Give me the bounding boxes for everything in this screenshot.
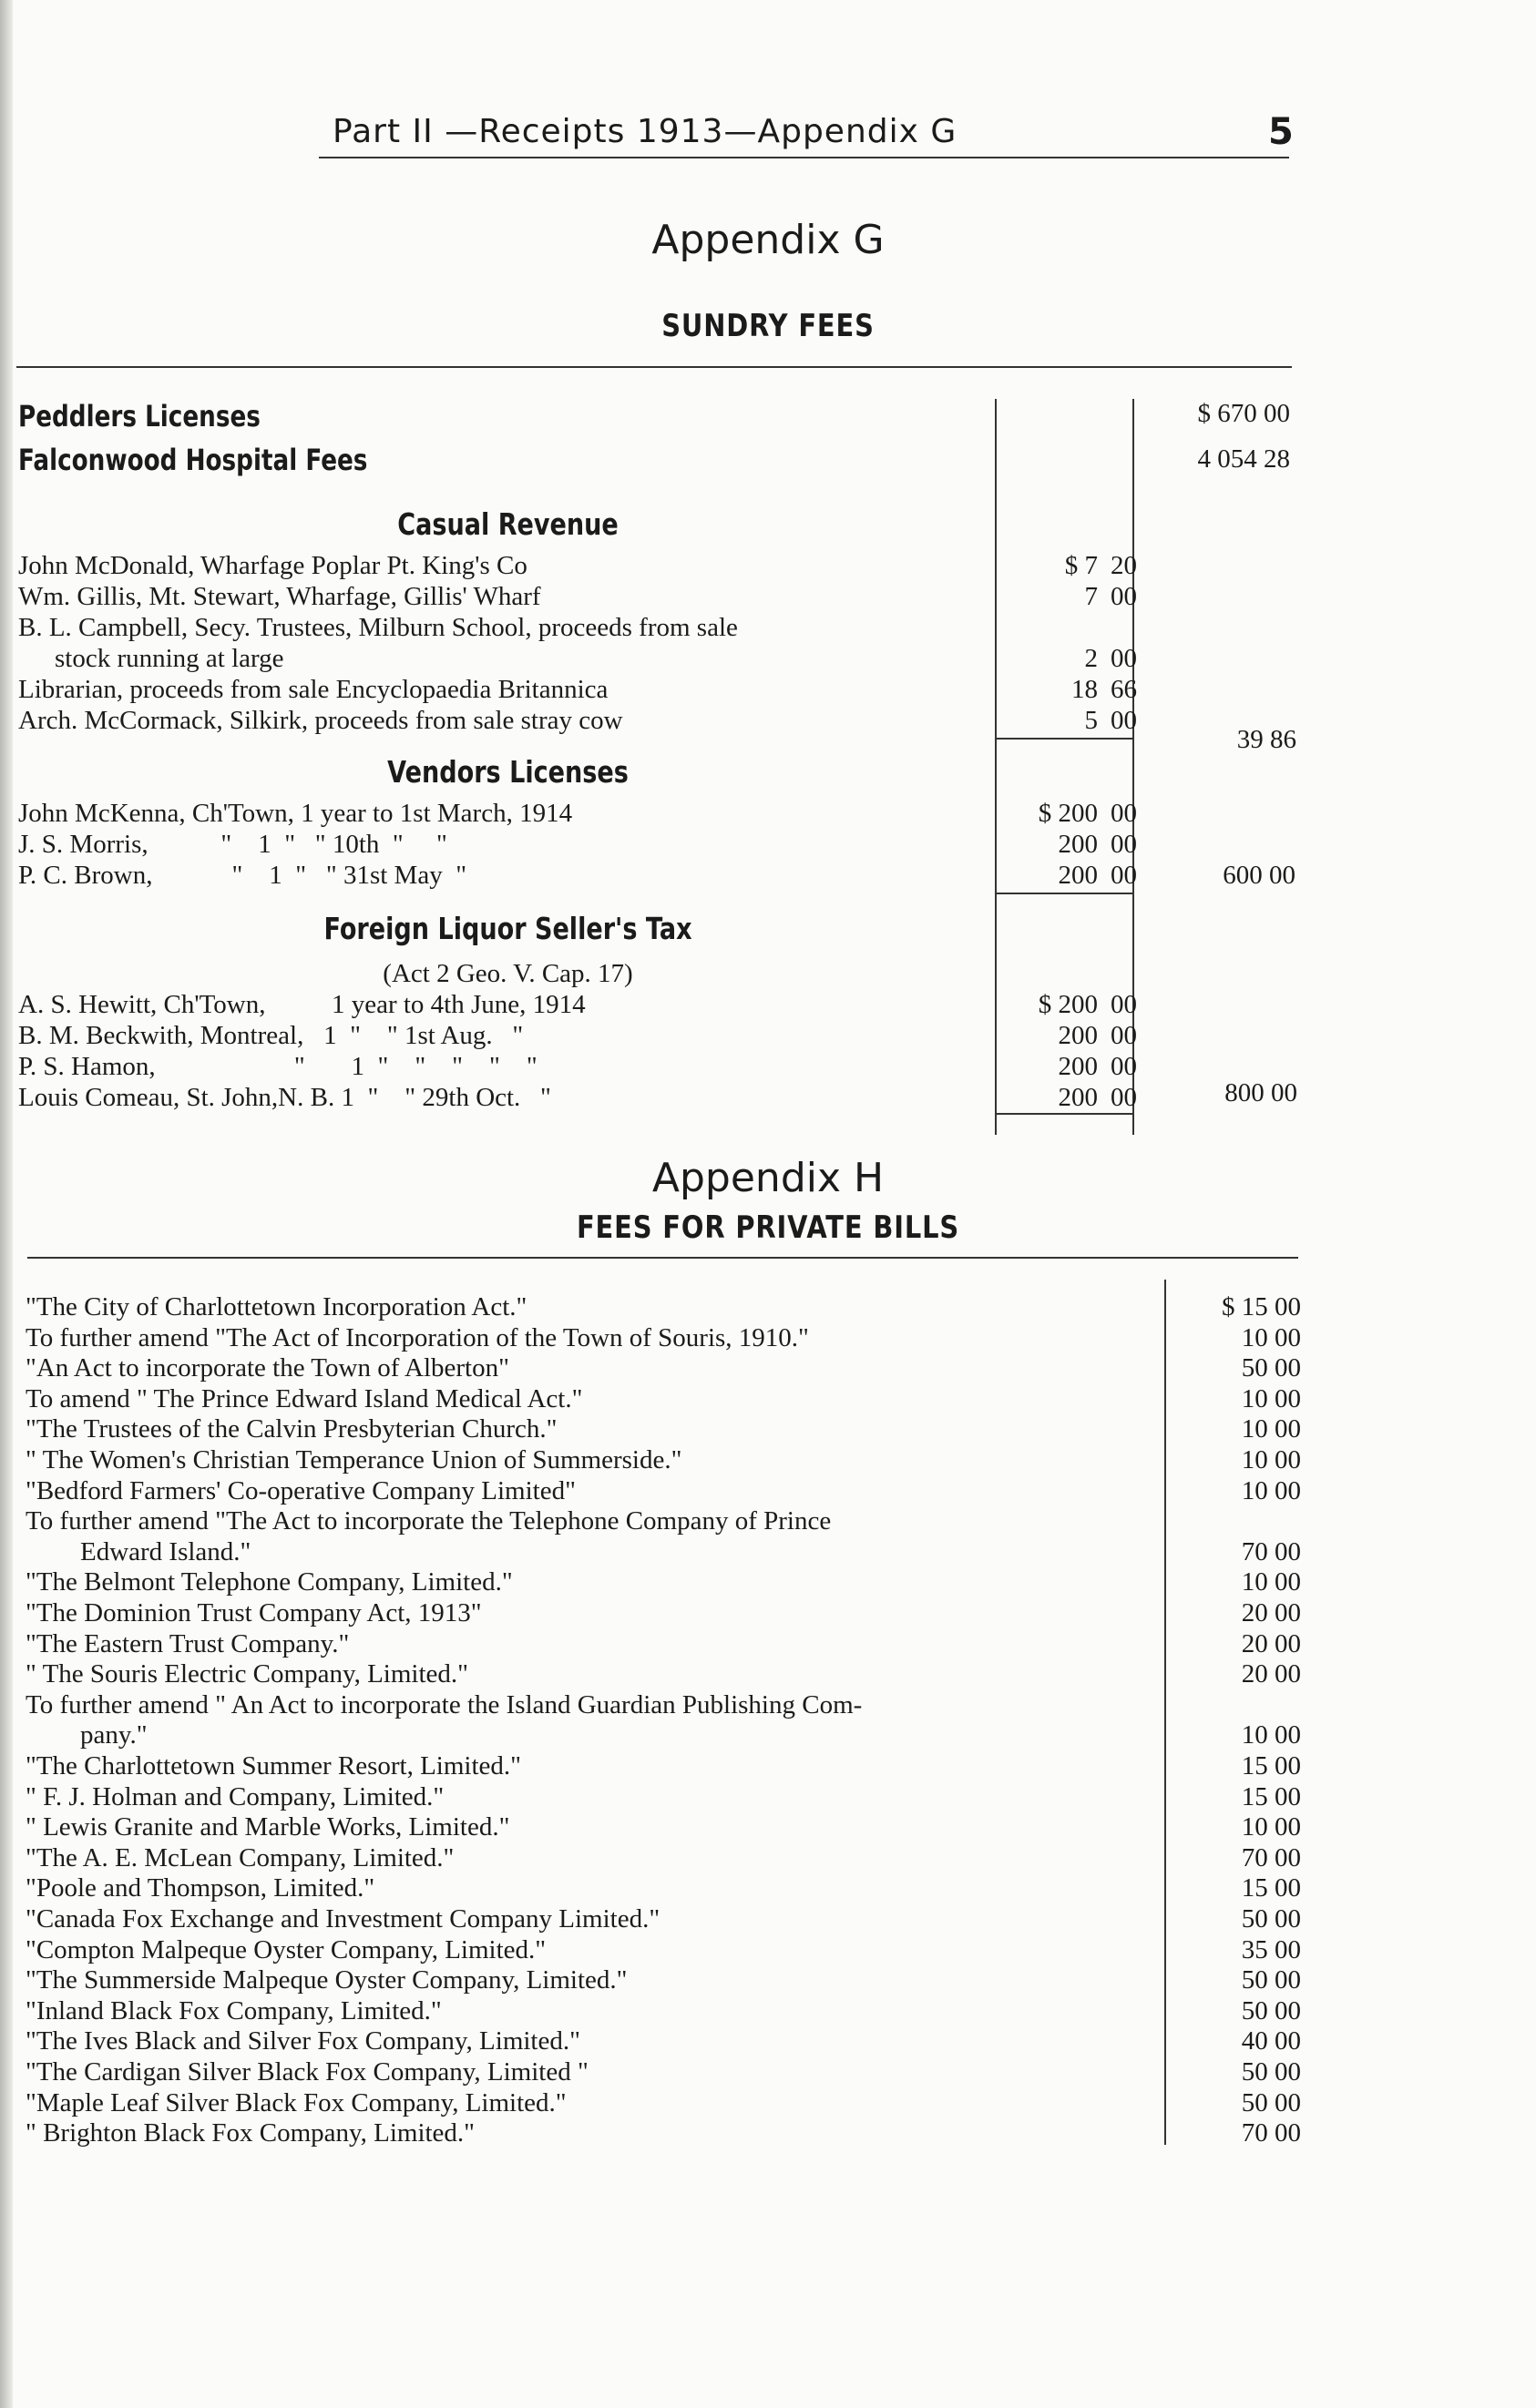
ledger-description: John McDonald, Wharfage Poplar Pt. King's Co	[18, 551, 527, 580]
bill-row	[26, 1352, 1301, 1383]
bill-description: "The Charlottetown Summer Resort, Limited."	[26, 1751, 521, 1780]
bill-amount: 15 00	[1241, 1873, 1301, 1903]
bill-row	[26, 1934, 1301, 1965]
bill-amount: 50 00	[1241, 2057, 1301, 2087]
vendors-subtotal-rule	[995, 893, 1133, 894]
bill-row	[26, 1505, 1301, 1536]
bill-amount: 15 00	[1241, 1781, 1301, 1811]
bill-amount: 50 00	[1241, 1353, 1301, 1383]
ledger-dollars: $ 200	[1038, 799, 1098, 828]
bill-description: "Maple Leaf Silver Black Fox Company, Limited."	[26, 2087, 567, 2117]
bill-description: "The Summerside Malpeque Oyster Company, Limited."	[26, 1965, 628, 1995]
ledger-dollars: $ 7	[1064, 551, 1098, 580]
ledger-cents: 00	[1111, 706, 1137, 735]
page-edge	[0, 0, 13, 2408]
ledger-description: J. S. Morris, " 1 " " 10th " "	[18, 830, 447, 859]
bill-row	[26, 1995, 1301, 2026]
bill-row	[26, 1475, 1301, 1506]
liquor-subtotal-rule	[995, 1113, 1133, 1115]
ledger-description: A. S. Hewitt, Ch'Town, 1 year to 4th June, 1914	[18, 990, 586, 1019]
bill-description: " F. J. Holman and Company, Limited."	[26, 1781, 445, 1811]
liquor-tax-total: 800 00	[1224, 1078, 1297, 1107]
bill-row	[26, 1658, 1301, 1689]
ledger-description: John McKenna, Ch'Town, 1 year to 1st March, 1914	[18, 799, 573, 828]
header-rule	[319, 157, 1289, 158]
peddlers-label: Peddlers Licenses	[18, 399, 261, 434]
ledger-dollars: 5	[1084, 706, 1098, 735]
bill-description: " Brighton Black Fox Company, Limited."	[26, 2118, 476, 2148]
ledger-cents: 00	[1111, 799, 1137, 828]
ledger-dollars: 18	[1071, 675, 1098, 704]
bill-amount: 35 00	[1241, 1934, 1301, 1964]
ledger-description: P. C. Brown, " 1 " " 31st May "	[18, 861, 467, 890]
bill-amount: 10 00	[1241, 1812, 1301, 1842]
ledger-description: stock running at large	[55, 644, 284, 673]
bill-row	[26, 1413, 1301, 1444]
ledger-dollars: 200	[1058, 861, 1098, 890]
liquor-tax-act: (Act 2 Geo. V. Cap. 17)	[383, 959, 633, 988]
ledger-cents: 00	[1111, 1052, 1137, 1081]
appendix-g-title: Appendix G	[651, 217, 885, 263]
falconwood-total: 4 054 28	[1197, 444, 1290, 474]
ledger-dollars: $ 200	[1038, 990, 1098, 1019]
private-bills-title: FEES FOR PRIVATE BILLS	[576, 1209, 960, 1246]
bill-amount: 20 00	[1241, 1628, 1301, 1658]
bill-description: " Lewis Granite and Marble Works, Limited."	[26, 1812, 510, 1842]
page-number: 5	[1268, 111, 1294, 153]
casual-revenue-heading: Casual Revenue	[397, 506, 619, 542]
bill-row	[26, 1536, 1301, 1567]
bill-description: "The Belmont Telephone Company, Limited."	[26, 1567, 513, 1597]
bill-description: "Compton Malpeque Oyster Company, Limited."	[26, 1934, 547, 1964]
bill-description: "The Dominion Trust Company Act, 1913"	[26, 1598, 482, 1627]
bill-row	[26, 1872, 1301, 1903]
ledger-dollars: 200	[1058, 830, 1098, 859]
bill-description: "The Eastern Trust Company."	[26, 1628, 350, 1658]
ledger-row	[18, 581, 1139, 612]
ledger-row	[18, 1020, 1139, 1051]
bill-description: "Inland Black Fox Company, Limited."	[26, 1995, 442, 2025]
bill-description: "Bedford Farmers' Co-operative Company Limited"	[26, 1475, 576, 1505]
bill-amount: 10 00	[1241, 1475, 1301, 1505]
peddlers-total: $ 670 00	[1197, 399, 1290, 428]
bill-row	[26, 1566, 1301, 1597]
ledger-dollars: 7	[1084, 582, 1098, 611]
ledger-row	[18, 860, 1139, 891]
ledger-row	[18, 674, 1139, 705]
ledger-description: P. S. Hamon, " 1 " " " " "	[18, 1052, 538, 1081]
bill-row	[26, 1903, 1301, 1934]
sundry-fees-title: SUNDRY FEES	[661, 308, 875, 344]
bill-description: "The A. E. McLean Company, Limited."	[26, 1842, 455, 1872]
running-header: Part II —Receipts 1913—Appendix G	[333, 113, 957, 150]
bill-row	[26, 1842, 1301, 1873]
casual-subtotal-rule	[995, 738, 1133, 740]
ledger-cents: 20	[1111, 551, 1137, 580]
bill-description: To amend " The Prince Edward Island Medical Act."	[26, 1383, 583, 1413]
bill-row	[26, 1750, 1301, 1781]
bill-row	[26, 1811, 1301, 1842]
bill-description: "An Act to incorporate the Town of Alberton"	[26, 1353, 509, 1383]
bill-description: To further amend "The Act of Incorporation of the Town of Souris, 1910."	[26, 1322, 809, 1352]
ledger-description: Librarian, proceeds from sale Encyclopaedia Britannica	[18, 675, 609, 704]
ledger-row	[18, 612, 1139, 643]
bill-row	[26, 1383, 1301, 1414]
bill-amount: 10 00	[1241, 1720, 1301, 1750]
bill-row	[26, 1719, 1301, 1750]
bill-row	[26, 1291, 1301, 1322]
ledger-cents: 00	[1111, 990, 1137, 1019]
bill-row	[26, 1964, 1301, 1995]
bill-description: "Canada Fox Exchange and Investment Company Limited."	[26, 1904, 660, 1934]
bill-row	[26, 1322, 1301, 1353]
ledger-dollars: 200	[1058, 1052, 1098, 1081]
bill-amount: 40 00	[1241, 2026, 1301, 2056]
ledger-dollars: 200	[1058, 1083, 1098, 1112]
vendors-licenses-heading: Vendors Licenses	[387, 754, 629, 790]
ledger-cents: 00	[1111, 644, 1137, 673]
bill-description: Edward Island."	[80, 1536, 251, 1566]
ledger-row	[18, 798, 1139, 829]
bill-description: "The Ives Black and Silver Fox Company, Limited."	[26, 2026, 580, 2056]
bill-row	[26, 1689, 1301, 1720]
bill-description: pany."	[80, 1720, 148, 1750]
appendix-g-rule	[16, 366, 1292, 368]
appendix-h-title: Appendix H	[651, 1155, 885, 1201]
casual-revenue-total: 39 86	[1236, 725, 1296, 754]
bill-amount: 50 00	[1241, 1995, 1301, 2025]
bill-description: "The Trustees of the Calvin Presbyterian Church."	[26, 1414, 558, 1444]
bill-amount: 50 00	[1241, 1965, 1301, 1995]
bill-description: To further amend " An Act to incorporate the Island Guardian Publishing Com-	[26, 1689, 863, 1719]
bill-amount: 10 00	[1241, 1414, 1301, 1444]
ledger-description: Arch. McCormack, Silkirk, proceeds from sale stray cow	[18, 706, 623, 735]
falconwood-label: Falconwood Hospital Fees	[18, 443, 368, 477]
bill-amount: 50 00	[1241, 1904, 1301, 1934]
bill-row	[26, 1444, 1301, 1475]
bill-row	[26, 1781, 1301, 1812]
bill-row	[26, 2056, 1301, 2087]
bill-amount: 10 00	[1241, 1322, 1301, 1352]
ledger-row	[18, 550, 1139, 581]
bill-description: "Poole and Thompson, Limited."	[26, 1873, 375, 1903]
ledger-cents: 00	[1111, 861, 1137, 890]
bill-description: "The City of Charlottetown Incorporation Act."	[26, 1292, 527, 1321]
ledger-description: B. L. Campbell, Secy. Trustees, Milburn School, proceeds from sale	[18, 613, 738, 642]
vendors-licenses-total: 600 00	[1223, 861, 1295, 890]
bill-row	[26, 2117, 1301, 2148]
ledger-cents: 00	[1111, 1021, 1137, 1050]
ledger-cents: 66	[1111, 675, 1137, 704]
ledger-description: Louis Comeau, St. John,N. B. 1 " " 29th Oct. "	[18, 1083, 551, 1112]
ledger-description: B. M. Beckwith, Montreal, 1 " " 1st Aug. "	[18, 1021, 524, 1050]
ledger-dollars: 200	[1058, 1021, 1098, 1050]
appendix-h-rule	[27, 1257, 1298, 1259]
ledger-row	[18, 1051, 1139, 1082]
bill-amount: 50 00	[1241, 2087, 1301, 2117]
bill-amount: 20 00	[1241, 1598, 1301, 1627]
ledger-cents: 00	[1111, 830, 1137, 859]
ledger-row	[18, 1082, 1139, 1113]
bill-amount: 10 00	[1241, 1445, 1301, 1474]
ledger-row	[18, 829, 1139, 860]
bill-description: "The Cardigan Silver Black Fox Company, Limited "	[26, 2057, 589, 2087]
bill-amount: 70 00	[1241, 1842, 1301, 1872]
bill-amount: 10 00	[1241, 1567, 1301, 1597]
bill-description: " The Souris Electric Company, Limited."	[26, 1659, 468, 1689]
bill-amount: 10 00	[1241, 1383, 1301, 1413]
bill-row	[26, 2025, 1301, 2056]
liquor-tax-heading: Foreign Liquor Seller's Tax	[323, 911, 692, 946]
bill-amount: 70 00	[1241, 1536, 1301, 1566]
bill-amount: 70 00	[1241, 2118, 1301, 2148]
bill-description: To further amend "The Act to incorporate the Telephone Company of Prince	[26, 1506, 832, 1536]
ledger-row	[18, 705, 1139, 736]
bill-row	[26, 1628, 1301, 1659]
ledger-row	[18, 989, 1139, 1020]
bill-amount: 15 00	[1241, 1751, 1301, 1780]
bill-row	[26, 1597, 1301, 1628]
bill-description: " The Women's Christian Temperance Union of Summerside."	[26, 1445, 682, 1474]
ledger-description: Wm. Gillis, Mt. Stewart, Wharfage, Gillis' Wharf	[18, 582, 541, 611]
bill-row	[26, 2087, 1301, 2118]
bill-amount: $ 15 00	[1222, 1292, 1301, 1321]
bill-amount: 20 00	[1241, 1659, 1301, 1689]
ledger-dollars: 2	[1084, 644, 1098, 673]
ledger-row	[18, 643, 1139, 674]
ledger-cents: 00	[1111, 1083, 1137, 1112]
ledger-cents: 00	[1111, 582, 1137, 611]
